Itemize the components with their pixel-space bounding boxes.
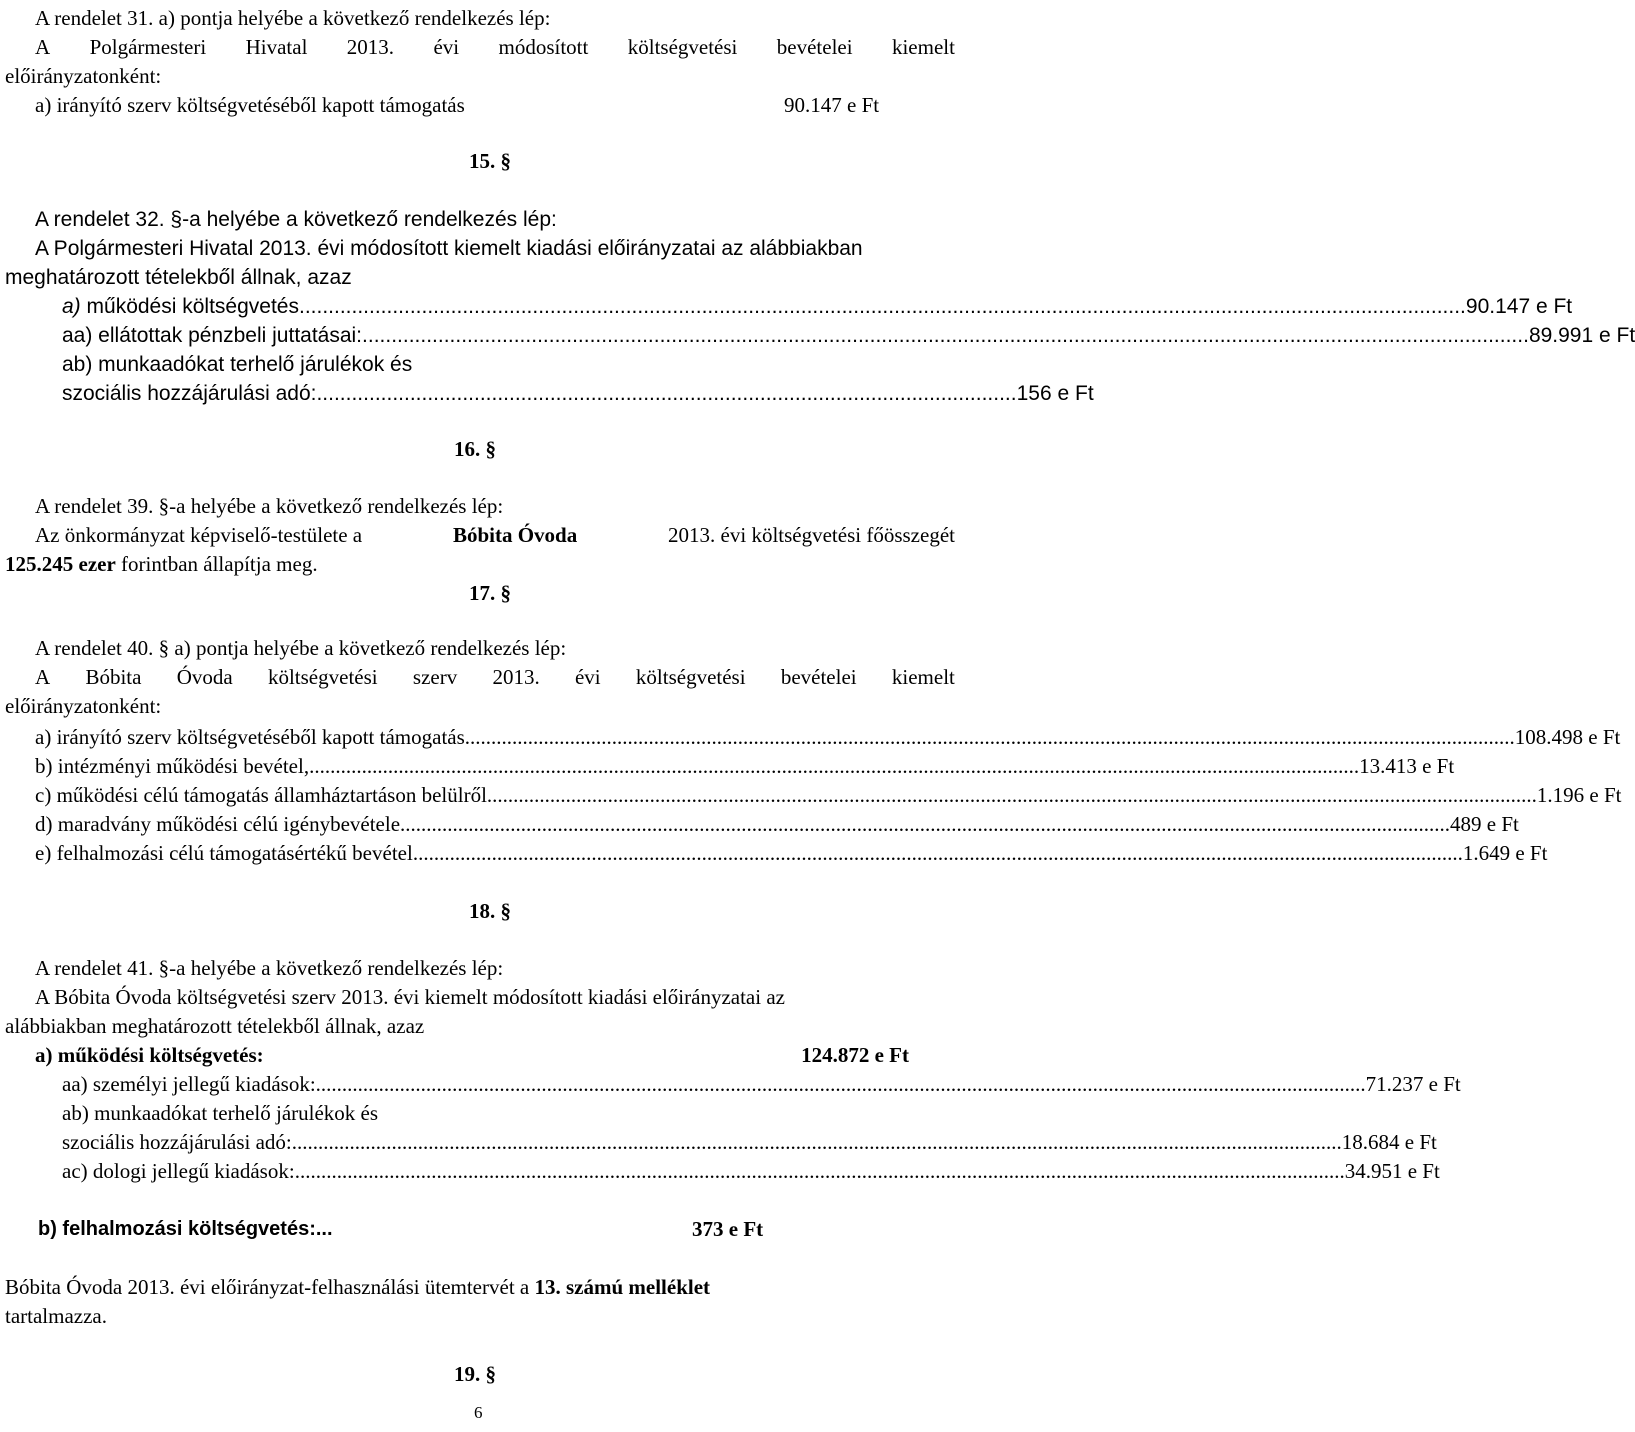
section-heading-15: 15. §: [469, 149, 511, 173]
item-label: ab) munkaadókat terhelő járulékok és: [62, 353, 413, 376]
annex-reference: 13. számú melléklet: [534, 1275, 711, 1299]
leader-dots: [400, 814, 1450, 835]
text-line: tartalmazza.: [5, 1304, 108, 1328]
word: Óvoda: [176, 665, 233, 689]
word: 2013.: [492, 665, 540, 689]
section-heading-16: 16. §: [454, 437, 496, 461]
text-line: [5, 554, 318, 575]
text-segment: 2013. évi költségvetési főösszegét: [668, 523, 955, 547]
text-line: A Polgármesteri Hivatal 2013. évi módosított kiemelt kiadási előirányzatai az alábbiakban: [35, 237, 863, 260]
list-item: [62, 1159, 1440, 1183]
leader-dots: [465, 727, 1515, 748]
item-value: 18.684 e Ft: [1341, 1130, 1437, 1154]
text-line: előirányzatonként:: [5, 64, 162, 88]
word: Hivatal: [245, 35, 308, 59]
item-value: 108.498 e Ft: [1514, 725, 1621, 749]
word: Bóbita: [85, 665, 142, 689]
leader-dots: [309, 756, 1359, 777]
item-value: 124.872 e Ft: [801, 1043, 909, 1067]
word: A: [35, 665, 51, 689]
list-item: [35, 725, 1621, 749]
text-line: alábbiakban meghatározott tételekből állnak, azaz: [5, 1014, 425, 1038]
item-label: ab) munkaadókat terhelő járulékok és: [62, 1101, 379, 1125]
text-line: [35, 209, 557, 230]
text-line: [35, 638, 566, 659]
item-value: 373 e Ft: [692, 1217, 764, 1241]
item-value: 90.147 e Ft: [784, 93, 880, 117]
leader-dots: ........................................................................................................................: [316, 382, 1017, 405]
list-item: [62, 1130, 1437, 1154]
item-label: a) irányító szerv költségvetéséből kapott támogatás: [35, 725, 465, 749]
section-heading-18: 18. §: [469, 899, 511, 923]
item-label: c) működési célú támogatás államháztartáson belülről: [35, 783, 487, 807]
word: évi: [433, 35, 460, 59]
list-item: [35, 754, 1455, 778]
item-label: d) maradvány működési célú igénybevétele: [35, 812, 401, 836]
word: kiemelt: [891, 35, 955, 59]
word: bevételei: [780, 665, 857, 689]
item-label: e) felhalmozási célú támogatásértékű bevétel: [35, 841, 413, 865]
page-number: 6: [474, 1403, 483, 1422]
item-value: 1.196 e Ft: [1536, 783, 1622, 807]
word: évi: [574, 665, 601, 689]
item-label: b) intézményi működési bevétel,: [35, 754, 310, 778]
word: módosított: [498, 35, 589, 59]
text-segment: Bóbita Óvoda 2013. évi előirányzat-felhasználási ütemtervét a: [5, 1275, 530, 1299]
item-label: szociális hozzájárulási adó:: [62, 1130, 292, 1154]
item-prefix: a): [62, 295, 81, 318]
item-label: aa) személyi jellegű kiadások:: [62, 1072, 316, 1096]
text-segment: A rendelet 32. §-a helyébe a következő rendelkezés lép:: [35, 208, 557, 231]
leader-dots: [292, 1132, 1342, 1153]
item-label: b) felhalmozási költségvetés:...: [38, 1218, 333, 1240]
word: Polgármesteri: [89, 35, 207, 59]
text-segment: A rendelet 40. § a) pontja helyébe a következő rendelkezés lép:: [35, 636, 567, 660]
text-line: [35, 496, 503, 517]
text-line: A rendelet 31. a) pontja helyébe a következő rendelkezés lép:: [35, 6, 551, 30]
text-segment: A rendelet 39. §-a helyébe a következő rendelkezés lép:: [35, 494, 504, 518]
word: kiemelt: [891, 665, 955, 689]
justified-line: [35, 37, 955, 58]
item-label: szociális hozzájárulási adó:: [62, 382, 317, 405]
section-heading-17: 17. §: [469, 581, 511, 605]
leader-dots: [316, 1074, 1366, 1095]
item-value: 13.413 e Ft: [1359, 754, 1455, 778]
list-item: [62, 382, 1094, 405]
item-value: 34.951 e Ft: [1344, 1159, 1440, 1183]
amount: 125.245 ezer: [5, 552, 116, 576]
text-segment: Az önkormányzat képviselő-testülete a: [35, 523, 363, 547]
word: A: [35, 35, 51, 59]
leader-dots: [299, 296, 1466, 317]
text-segment: forintban állapítja meg.: [121, 552, 318, 576]
text-segment: A rendelet 41. §-a helyébe a következő rendelkezés lép:: [35, 956, 504, 980]
justified-line: [35, 525, 955, 546]
item-label: a) működési költségvetés:: [35, 1043, 264, 1067]
item-value: 156 e Ft: [1016, 382, 1094, 405]
item-value: 71.237 e Ft: [1365, 1072, 1461, 1096]
item-value: 89.991 e Ft: [1528, 324, 1635, 347]
item-value: 489 e Ft: [1450, 812, 1519, 836]
word: bevételei: [776, 35, 853, 59]
leader-dots: [413, 843, 1463, 864]
institution-name: Bóbita Óvoda: [452, 523, 578, 547]
item-label: működési költségvetés: [86, 295, 299, 318]
word: költségvetési: [627, 35, 738, 59]
text-line: előirányzatonként:: [5, 694, 162, 718]
list-item: [62, 324, 1635, 347]
section-heading-19: 19. §: [454, 1362, 496, 1386]
item-value: 90.147 e Ft: [1465, 295, 1573, 318]
item-value: 1.649 e Ft: [1462, 841, 1548, 865]
justified-line: [35, 667, 955, 688]
list-item: [62, 1072, 1461, 1096]
word: szerv: [412, 665, 458, 689]
list-item: [35, 841, 1548, 865]
list-item: [35, 1045, 909, 1066]
word: költségvetési: [267, 665, 378, 689]
text-line: [5, 1277, 710, 1298]
text-line: A Bóbita Óvoda költségvetési szerv 2013. évi kiemelt módosított kiadási előirányzatai az: [35, 985, 785, 1009]
item-label: a) irányító szerv költségvetéséből kapott támogatás: [35, 93, 465, 117]
word: 2013.: [346, 35, 395, 59]
text-line: [35, 958, 503, 979]
list-item: [35, 783, 1622, 807]
item-label: aa) ellátottak pénzbeli juttatásai:: [62, 324, 363, 347]
leader-dots: [295, 1161, 1345, 1182]
word: költségvetési: [635, 665, 746, 689]
list-item: [35, 812, 1519, 836]
text-line: meghatározott tételekből állnak, azaz: [5, 266, 352, 289]
leader-dots: [362, 325, 1529, 346]
list-item: [62, 295, 1573, 318]
item-label: ac) dologi jellegű kiadások:: [62, 1159, 295, 1183]
leader-dots: [487, 785, 1537, 806]
